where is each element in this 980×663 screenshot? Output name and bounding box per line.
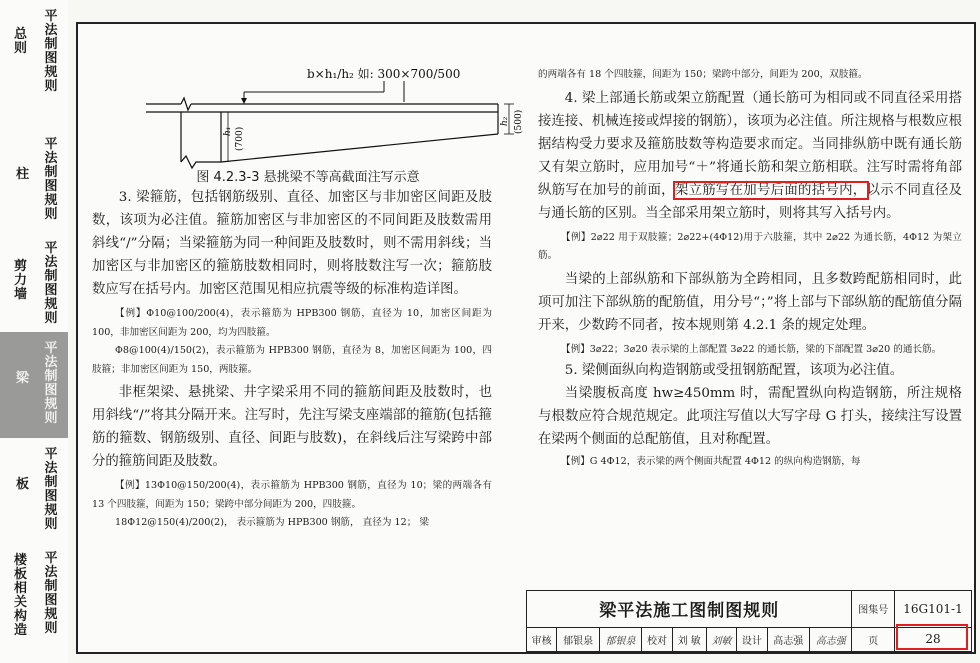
tab-label: 平 法 制 图 规 则 [44, 241, 58, 326]
page-label: 页 [852, 627, 895, 651]
atlas-label: 图集号 [852, 591, 895, 628]
h1-value: (700) [235, 126, 245, 151]
h2-label: h₂ [500, 116, 510, 126]
paragraph-top-bars [538, 87, 962, 225]
tab-prefix: 楼 板 相 关 构 造 [14, 553, 28, 638]
example-bottom-bars: 【例】3⌀22；3⌀20 表示梁的上部配置 3⌀22 的通长筋，梁的下部配置 3⌀20 的通长筋。 [561, 343, 942, 355]
top-bars-text-1: 4. 梁上部通长筋或架立筋配置（通长筋可为相同或不同直径采用搭接连接、机械连接或焊接的钢筋），该项为必注值。所注规格与根数应根据结构受力要求及箍筋肢数等构造要求而定。当同排纵筋中既有通长筋又有架立筋时，应用加号“＋”将通长筋和架立筋相联。注写时需将角部纵筋写在加号的前面， [538, 90, 962, 198]
tab-prefix: 板 [16, 477, 30, 492]
reviewer-name: 郁银泉 [557, 627, 599, 651]
h2-value: (500) [514, 109, 524, 134]
h1-label: h₁ [223, 126, 233, 136]
tab-prefix: 柱 [16, 167, 30, 182]
check-label: 校对 [642, 627, 672, 651]
page-number: 28 [895, 627, 972, 651]
tab-prefix: 剪 力 墙 [14, 259, 28, 302]
atlas-number: 16G101-1 [895, 591, 972, 628]
example-stirrup-4: 18Φ12@150(4)/200(2)， 表示箍筋为 HPB300 钢筋， 直径为 12； 梁 [115, 517, 429, 528]
tab-prefix: 总 则 [14, 27, 28, 56]
design-label: 设计 [737, 627, 767, 651]
page-number-highlight [896, 624, 968, 650]
tab-label: 平 法 制 图 规 则 [44, 9, 58, 94]
checker-name: 刘 敏 [672, 627, 706, 651]
paragraph-stirrup: 3. 梁箍筋，包括钢筋级别、直径、加密区与非加密区间距及肢数，该项为必注值。箍筋加密区与非加密区的不同间距及肢数需用斜线“/”分隔；当梁箍筋为同一种间距及肢数时，则不需用斜线；当加密区与非加密区的箍筋肢数相同时，则将肢数注写一次；箍筋肢数应写在括号内。加密区范围见相应抗震等级的标准构造详图。 [92, 190, 492, 297]
top-bars-text-2: 以示不同直径及与通长筋的区别。当全部采用架立筋时，则将其写入括号内。 [538, 182, 963, 221]
paragraph-bottom-bars: 当梁的上部纵筋和下部纵筋为全跨相同，且多数跨配筋相同时，此项可加注下部纵筋的配筋值，用分号“；”将上部与下部纵筋的配筋值分隔开来，少数跨不同者，按本规则第 4.2.1 条的规定处理。 [538, 271, 962, 333]
paragraph-nonframe: 非框架梁、悬挑梁、井字梁采用不同的箍筋间距及肢数时，也用斜线“/”将其分隔开来。注写时，先注写梁支座端部的箍筋(包括箍筋的箍数、钢筋级别、直径、间距与肢数)，在斜线后注写梁跨中部分的箍筋间距及肢数。 [92, 385, 492, 469]
checker-signature: 刘敏 [706, 627, 736, 651]
right-column [538, 66, 962, 472]
drawing-title: 梁平法施工图制图规则 [527, 591, 852, 628]
tab-column[interactable] [0, 128, 68, 233]
example-stirrup-1: 【例】Φ10@100/200(4)，表示箍筋为 HPB300 钢筋，直径为 10，加密区间距为 100，非加密区间距为 200，均为四肢箍。 [92, 308, 492, 338]
review-label: 审核 [527, 627, 557, 651]
tab-label: 平 法 制 图 规 则 [44, 137, 58, 222]
drawing-page [76, 22, 976, 654]
example-stirrup-3: 【例】13Φ10@150/200(4)，表示箍筋为 HPB300 钢筋，直径为 10；梁的两端各有 13 个四肢箍，间距为 150；梁跨中部分间距为 200，四肢箍。 [92, 480, 492, 510]
paragraph-web-height: 当梁腹板高度 hw≥450mm 时，需配置纵向构造钢筋，所注规格与根数应符合规范规定。此项注写值以大写字母 G 打头，接续注写设置在梁两个侧面的总配筋值，且对称配置。 [538, 386, 962, 447]
sidebar [0, 0, 68, 663]
reviewer-signature: 郁银泉 [599, 627, 641, 651]
designer-signature: 高志强 [809, 627, 851, 651]
figure-caption: 图 4.2.3-3 悬挑梁不等高截面注写示意 [196, 170, 420, 185]
tab-beam[interactable] [0, 332, 68, 439]
highlighted-phrase: 架立筋写在加号后面的括号内， [674, 182, 867, 198]
tab-label: 平 法 制 图 规 则 [44, 551, 58, 636]
designer-name: 高志强 [767, 627, 809, 651]
tab-prefix: 梁 [16, 371, 30, 386]
tab-slab-related[interactable] [0, 542, 68, 663]
figure-top-label: b×h₁/h₂ 如: 300×700/500 [307, 67, 461, 81]
example-stirrup-2: Φ8@100(4)/150(2)，表示箍筋为 HPB300 钢筋，直径为 8，加密区间距为 100，四肢箍；非加密区间距为 150，两肢箍。 [92, 345, 492, 375]
tab-label: 平 法 制 图 规 则 [44, 447, 58, 532]
tab-label: 平 法 制 图 规 则 [44, 341, 58, 426]
tab-general[interactable] [0, 0, 68, 129]
example-top-bars: 【例】2⌀22 用于双肢箍；2⌀22+(4Φ12)用于六肢箍，其中 2⌀22 为通长筋，4Φ12 为架立筋。 [538, 231, 962, 261]
continued-text: 的两端各有 18 个四肢箍，间距为 150；梁跨中部分，间距为 200，双肢箍。 [538, 69, 868, 80]
example-side-bars: 【例】G 4Φ12，表示梁的两个侧面共配置 4Φ12 的纵向构造钢筋，每 [561, 456, 861, 467]
paragraph-side-bars: 5. 梁侧面纵向构造钢筋或受扭钢筋配置，该项为必注值。 [564, 363, 904, 378]
left-column [92, 186, 492, 533]
tab-slab[interactable] [0, 438, 68, 543]
tab-shear-wall[interactable] [0, 232, 68, 333]
